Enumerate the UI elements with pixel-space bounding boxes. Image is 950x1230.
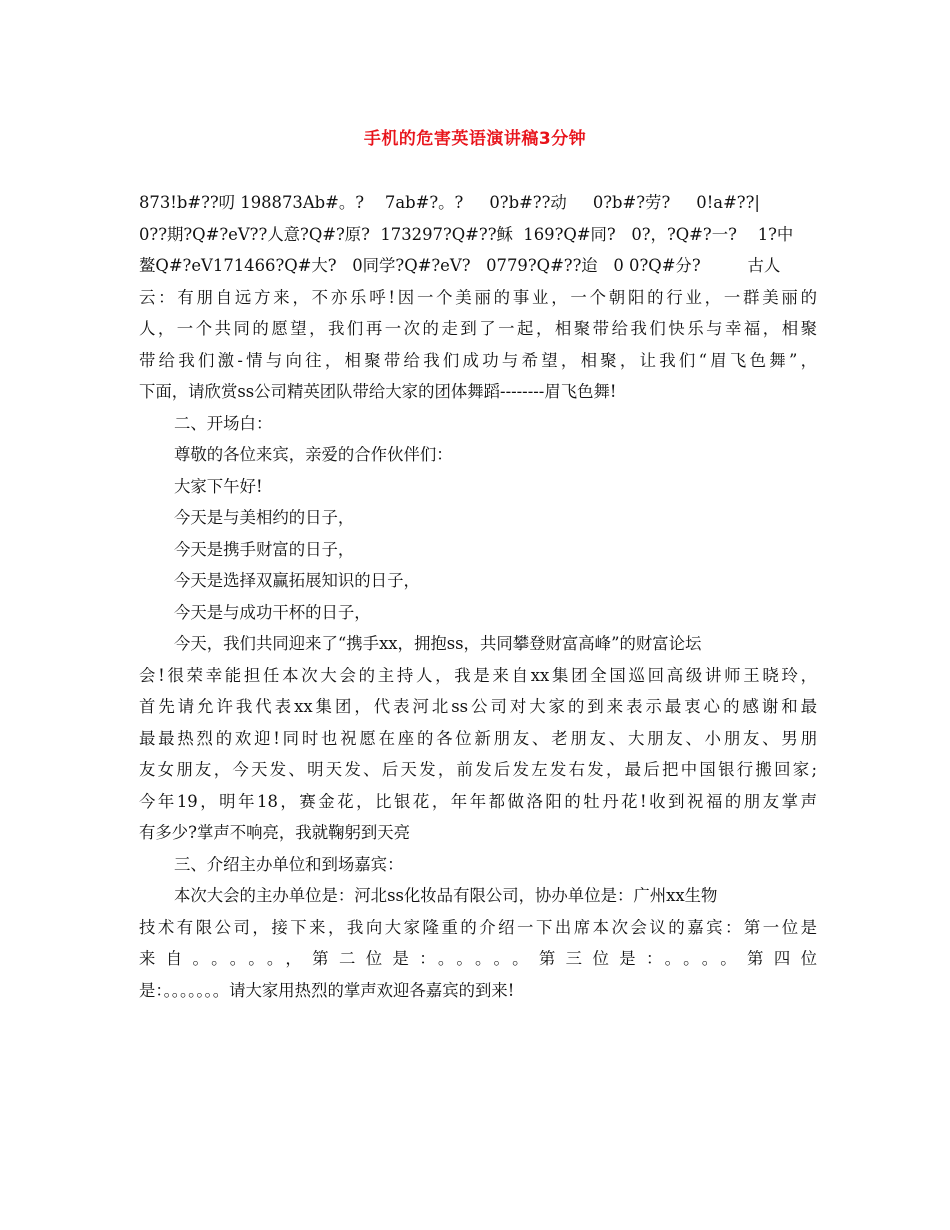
- section-heading: 三、介绍主办单位和到场嘉宾：: [174, 854, 404, 874]
- paragraph-line: 今天，我们共同迎来了“携手xx，拥抱ss，共同攀登财富高峰”的财富论坛: [174, 634, 702, 653]
- garbled-line-1: 873!b#??叨 198873Ab#。? 7ab#?。? 0?b#??动 0?b#?劳? 0!a#??|: [139, 193, 760, 212]
- paragraph-line: 会!很荣幸能担任本次大会的主持人，我是来自xx集团全国巡回高级讲师王晓玲，: [139, 665, 817, 685]
- paragraph-line: 来自。。。。。，第二位是：。。。。。第三位是：。。。。第四位: [139, 949, 817, 968]
- paragraph-line: 云：有朋自远方来，不亦乐呼!因一个美丽的事业，一个朝阳的行业，一群美丽的: [139, 287, 817, 307]
- paragraph-line: 今天是选择双赢拓展知识的日子，: [174, 571, 420, 590]
- section-heading: 二、开场白：: [174, 413, 273, 433]
- paragraph-line: 是：。。。。。。。请大家用热烈的掌声欢迎各嘉宾的到来!: [139, 980, 515, 1000]
- paragraph-line: 首先请允许我代表xx集团，代表河北ss公司对大家的到来表示最衷心的感谢和最: [139, 697, 817, 716]
- paragraph-line: 本次大会的主办单位是：河北ss化妆品有限公司，协办单位是：广州xx生物: [174, 886, 718, 905]
- paragraph-line: 大家下午好!: [174, 476, 263, 496]
- document-title: 手机的危害英语演讲稿3分钟: [363, 129, 587, 149]
- garbled-line-3: 鳌Q#?eV171466?Q#大? 0同学?Q#?eV? 0779?Q#??迨 0 0?Q#分? 古人: [139, 256, 781, 275]
- paragraph-line: 技术有限公司，接下来，我向大家隆重的介绍一下出席本次会议的嘉宾：第一位是: [139, 917, 817, 937]
- document-body: [139, 187, 817, 1006]
- paragraph-line: 带给我们激-情与向往，相聚带给我们成功与希望，相聚，让我们“眉飞色舞”，: [139, 350, 817, 370]
- paragraph-line: 最最热烈的欢迎!同时也祝愿在座的各位新朋友、老朋友、大朋友、小朋友、男朋: [139, 728, 817, 748]
- paragraph-line: 友女朋友，今天发、明天发、后天发，前发后发左发右发，最后把中国银行搬回家;: [139, 760, 817, 779]
- paragraph-line: 今天是与美相约的日子，: [174, 508, 355, 527]
- paragraph-line: 有多少?掌声不响亮，我就鞠躬到天亮: [139, 823, 411, 842]
- paragraph-line: 今天是携手财富的日子，: [174, 539, 355, 559]
- paragraph-line: 今天是与成功干杯的日子，: [174, 602, 371, 622]
- paragraph-line: 人，一个共同的愿望，我们再一次的走到了一起，相聚带给我们快乐与幸福，相聚: [139, 319, 817, 338]
- paragraph-line: 尊敬的各位来宾，亲爱的合作伙伴们：: [174, 445, 453, 464]
- paragraph-line: 今年19，明年18，赛金花，比银花，年年都做洛阳的牡丹花!收到祝福的朋友掌声: [139, 791, 817, 811]
- paragraph-line: 下面，请欣赏ss公司精英团队带给大家的团体舞蹈--------眉飞色舞!: [139, 382, 617, 401]
- garbled-line-2: 0??期?Q#?eV??人意?Q#?原? 173297?Q#??稣 169?Q#同? 0?，?Q#?一? 1?中: [139, 224, 794, 244]
